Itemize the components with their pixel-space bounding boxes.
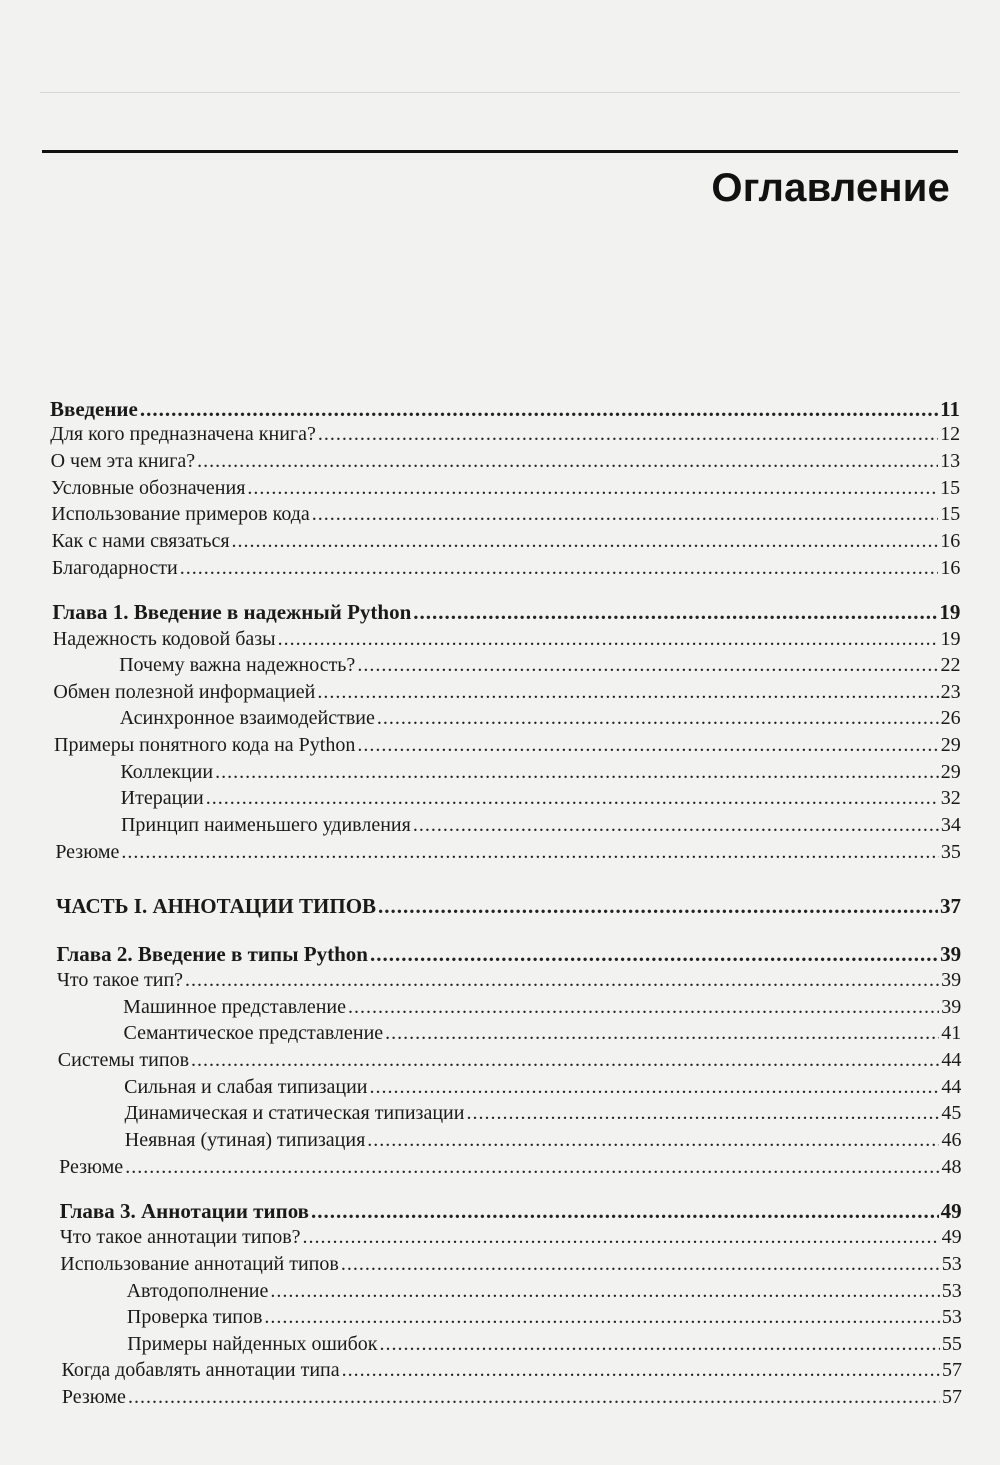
toc-entry (60, 1251, 961, 1277)
dot-leader (385, 1020, 939, 1046)
toc-page-number: 15 (940, 503, 961, 525)
toc-entry (120, 705, 961, 731)
toc-page-number: 41 (941, 1022, 962, 1044)
toc-entry-label: Проверка типов (126, 1306, 263, 1328)
toc-entry-label: Для кого предназначена книга? (50, 423, 316, 445)
page-title: Оглавление (711, 166, 950, 210)
toc-entry-label: Динамическая и статическая типизации (124, 1102, 465, 1124)
dot-leader (232, 528, 939, 554)
dot-leader (311, 1198, 939, 1224)
toc-entry-label: Когда добавлять аннотации типа (61, 1359, 340, 1381)
dot-leader (377, 705, 939, 731)
toc-entry-label: Асинхронное взаимодействие (119, 707, 375, 729)
toc-entry (121, 812, 961, 838)
toc-entry (125, 1127, 962, 1153)
toc-entry (60, 1224, 962, 1250)
toc-entry-label: Благодарности (51, 557, 178, 579)
toc-page-number: 15 (940, 477, 961, 499)
toc-entry-label: Неявная (утиная) типизация (124, 1129, 366, 1151)
dot-leader (466, 1100, 939, 1126)
toc-entry-label: Примеры понятного кода на Python (54, 734, 356, 756)
toc-entry-label: Надежность кодовой базы (52, 628, 276, 650)
toc-page-number: 35 (940, 841, 961, 863)
toc-entry (62, 1357, 962, 1383)
dot-leader (370, 941, 938, 967)
toc-entry (51, 501, 960, 527)
toc-page-number: 16 (940, 557, 961, 579)
toc-entry-label: Что такое тип? (56, 969, 184, 991)
toc-heading (52, 599, 960, 625)
toc-page-number: 57 (941, 1386, 962, 1408)
toc-entry-label: Обмен полезной информацией (53, 681, 316, 703)
toc-page-number: 16 (940, 530, 961, 552)
toc-page-number: 48 (941, 1156, 962, 1178)
toc-entry (50, 421, 960, 447)
dot-leader (367, 1127, 939, 1153)
toc-entry-label: Итерации (120, 787, 204, 809)
toc-page-number: 46 (941, 1129, 962, 1151)
toc-page-number: 44 (941, 1049, 962, 1071)
toc-heading (60, 1198, 962, 1224)
toc-entry (120, 759, 960, 785)
dot-leader (140, 396, 938, 422)
toc-entry-label: Резюме (55, 841, 120, 863)
toc-entry-label: Коллекции (120, 761, 214, 783)
toc-page-number: 19 (940, 628, 961, 650)
dot-leader (378, 893, 938, 919)
toc-entry (58, 1047, 962, 1073)
toc-entry (51, 448, 961, 474)
toc-entry (62, 1384, 962, 1410)
toc-page-number: 29 (940, 734, 961, 756)
toc-entry (127, 1331, 962, 1357)
dot-leader (270, 1278, 939, 1304)
toc-entry-label: Глава 2. Введение в типы Python (56, 942, 368, 966)
toc-page-number: 55 (941, 1333, 962, 1355)
dot-leader (348, 994, 939, 1020)
toc-entry-label: Как с нами связаться (51, 530, 230, 552)
dot-leader (247, 475, 938, 501)
dot-leader (357, 732, 938, 758)
dot-leader (121, 839, 938, 865)
toc-entry-label: Принцип наименьшего удивления (120, 814, 411, 836)
toc-page-number: 23 (940, 681, 961, 703)
dot-leader (185, 967, 939, 993)
toc-page-number: 13 (940, 450, 961, 472)
toc-entry-label: Введение (50, 397, 138, 421)
toc-page-number: 39 (940, 942, 962, 966)
toc-heading (50, 396, 960, 422)
dot-leader (318, 421, 938, 447)
toc-entry-label: ЧАСТЬ I. АННОТАЦИИ ТИПОВ (55, 894, 377, 918)
dot-leader (312, 501, 938, 527)
dot-leader (369, 1074, 939, 1100)
toc-entry (51, 475, 960, 501)
toc-entry-label: Глава 1. Введение в надежный Python (52, 600, 412, 624)
dot-leader (357, 652, 938, 678)
toc-entry (57, 967, 961, 993)
toc-entry (52, 528, 961, 554)
toc-page-number: 32 (940, 787, 961, 809)
toc-entry-label: Что такое аннотации типов? (59, 1226, 301, 1248)
toc-page-number: 45 (941, 1102, 962, 1124)
dot-leader (413, 812, 939, 838)
dot-leader (380, 1331, 940, 1357)
toc-page-number: 19 (939, 600, 961, 624)
toc-entry (127, 1278, 962, 1304)
toc-entry-label: Системы типов (57, 1049, 190, 1071)
dot-leader (206, 785, 939, 811)
toc-page-number: 29 (940, 761, 961, 783)
toc-page-number: 53 (941, 1280, 962, 1302)
toc-entry-label: Машинное представление (123, 996, 347, 1018)
dot-leader (303, 1224, 940, 1250)
toc-page-number: 11 (940, 397, 960, 421)
toc-entry-label: Глава 3. Аннотации типов (59, 1199, 310, 1223)
toc-entry-label: Использование аннотаций типов (60, 1253, 339, 1275)
toc-page-number: 26 (940, 707, 961, 729)
toc-page-number: 34 (940, 814, 961, 836)
toc-entry (127, 1304, 962, 1330)
dot-leader (342, 1357, 940, 1383)
toc-entry (53, 679, 960, 705)
toc-page-number: 57 (941, 1359, 962, 1381)
toc-entry-label: Почему важна надежность? (119, 654, 356, 676)
dot-leader (128, 1384, 940, 1410)
toc-entry (123, 1020, 961, 1046)
dot-leader (197, 448, 938, 474)
toc-page-number: 53 (941, 1306, 962, 1328)
toc-entry (123, 994, 961, 1020)
toc-entry (119, 652, 960, 678)
toc-entry-label: Резюме (59, 1156, 124, 1178)
toc-page-number: 53 (941, 1253, 962, 1275)
toc-entry-label: О чем эта книга? (50, 450, 196, 472)
toc-entry-label: Семантическое представление (123, 1022, 384, 1044)
dot-leader (413, 599, 937, 625)
toc-entry-label: Сильная и слабая типизации (124, 1076, 368, 1098)
dot-leader (341, 1251, 940, 1277)
toc-entry (52, 555, 960, 581)
toc-entry (55, 839, 961, 865)
toc-entry-label: Примеры найденных ошибок (127, 1333, 378, 1355)
toc-page-number: 49 (940, 1199, 962, 1223)
toc-entry-label: Условные обозначения (50, 477, 246, 499)
toc-entry (124, 1074, 961, 1100)
toc-page-number: 44 (941, 1076, 962, 1098)
dot-leader (125, 1154, 939, 1180)
dot-leader (264, 1304, 939, 1330)
toc-page-number: 39 (941, 969, 962, 991)
dot-leader (215, 759, 939, 785)
dot-leader (191, 1047, 939, 1073)
toc-page-number: 37 (940, 894, 961, 918)
toc-entry (54, 732, 961, 758)
toc-entry-label: Автодополнение (126, 1280, 269, 1302)
toc-heading (57, 941, 962, 967)
toc-entry (53, 626, 961, 652)
toc-entry (59, 1154, 961, 1180)
toc-page-number: 39 (941, 996, 962, 1018)
toc-page-number: 22 (940, 654, 961, 676)
dot-leader (278, 626, 939, 652)
toc-page-number: 49 (941, 1226, 962, 1248)
dot-leader (317, 679, 938, 705)
toc-page-number: 12 (940, 423, 961, 445)
dot-leader (180, 555, 939, 581)
toc-entry-label: Использование примеров кода (51, 503, 310, 525)
toc-entry (124, 1100, 961, 1126)
toc-heading (56, 893, 961, 919)
toc-entry-label: Резюме (61, 1386, 126, 1408)
toc-entry (121, 785, 961, 811)
